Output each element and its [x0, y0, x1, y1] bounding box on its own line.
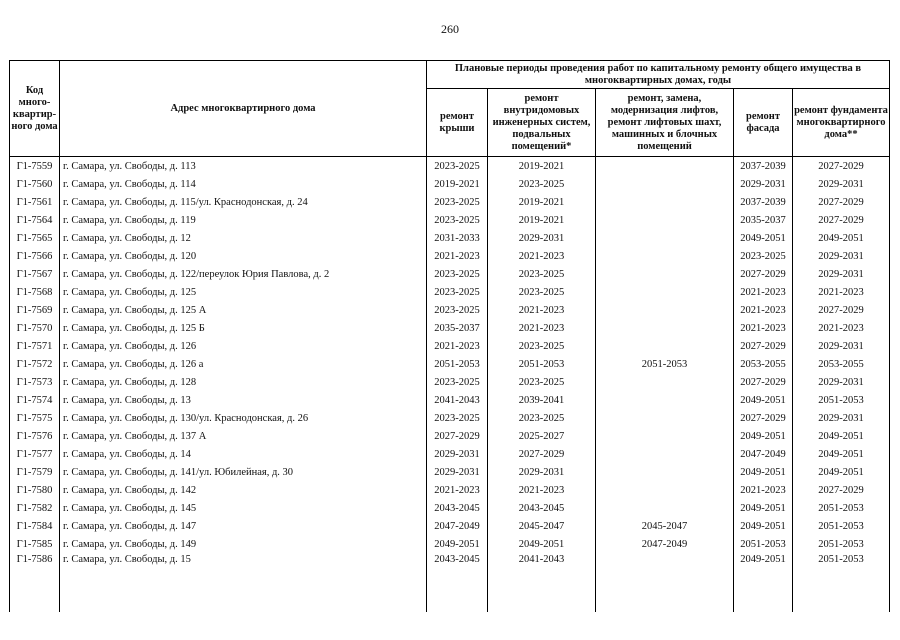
cell-lifts: 2051-2053 — [596, 355, 734, 373]
capital-repair-table — [9, 60, 890, 612]
cell-systems: 2023-2025 — [488, 175, 596, 193]
cell-foundation: 2053-2055 — [793, 355, 890, 373]
cell-foundation: 2027-2029 — [793, 193, 890, 211]
cell-address: г. Самара, ул. Свободы, д. 115/ул. Краснодонская, д. 24 — [60, 193, 427, 211]
cell-code: Г1-7566 — [10, 247, 60, 265]
cell-lifts — [596, 427, 734, 445]
cell-systems: 2021-2023 — [488, 247, 596, 265]
page-number: 260 — [441, 22, 459, 36]
cell-roof: 2023-2025 — [427, 301, 488, 319]
cell-roof: 2029-2031 — [427, 463, 488, 481]
cell-code: Г1-7585 — [10, 535, 60, 553]
cell-code: Г1-7560 — [10, 175, 60, 193]
cell-code: Г1-7584 — [10, 517, 60, 535]
cell-address: г. Самара, ул. Свободы, д. 14 — [60, 445, 427, 463]
cell-roof: 2023-2025 — [427, 211, 488, 229]
cell-facade: 2047-2049 — [734, 445, 793, 463]
cell-facade: 2027-2029 — [734, 373, 793, 391]
cell-foundation: 2021-2023 — [793, 319, 890, 337]
cell-systems: 2023-2025 — [488, 265, 596, 283]
cell-code: Г1-7573 — [10, 373, 60, 391]
cell-code: Г1-7564 — [10, 211, 60, 229]
cell-lifts — [596, 553, 734, 612]
cell-address: г. Самара, ул. Свободы, д. 145 — [60, 499, 427, 517]
cell-roof: 2041-2043 — [427, 391, 488, 409]
table-body — [10, 157, 890, 613]
cell-facade: 2049-2051 — [734, 229, 793, 247]
cell-systems: 2039-2041 — [488, 391, 596, 409]
cell-roof: 2043-2045 — [427, 499, 488, 517]
cell-code: Г1-7582 — [10, 499, 60, 517]
table-row — [10, 265, 890, 283]
cell-lifts — [596, 157, 734, 176]
cell-lifts — [596, 229, 734, 247]
cell-address: г. Самара, ул. Свободы, д. 113 — [60, 157, 427, 176]
cell-systems: 2027-2029 — [488, 445, 596, 463]
cell-systems: 2025-2027 — [488, 427, 596, 445]
cell-code: Г1-7572 — [10, 355, 60, 373]
cell-foundation: 2049-2051 — [793, 229, 890, 247]
cell-address: г. Самара, ул. Свободы, д. 128 — [60, 373, 427, 391]
cell-systems: 2019-2021 — [488, 211, 596, 229]
cell-lifts — [596, 499, 734, 517]
cell-facade: 2023-2025 — [734, 247, 793, 265]
table-row — [10, 301, 890, 319]
cell-systems: 2023-2025 — [488, 409, 596, 427]
cell-foundation: 2051-2053 — [793, 553, 890, 612]
cell-roof: 2031-2033 — [427, 229, 488, 247]
cell-systems: 2029-2031 — [488, 229, 596, 247]
cell-address: г. Самара, ул. Свободы, д. 125 А — [60, 301, 427, 319]
cell-code: Г1-7559 — [10, 157, 60, 176]
header-row-top — [10, 61, 890, 89]
cell-code: Г1-7574 — [10, 391, 60, 409]
cell-foundation: 2027-2029 — [793, 157, 890, 176]
cell-systems: 2021-2023 — [488, 481, 596, 499]
cell-foundation: 2029-2031 — [793, 373, 890, 391]
cell-lifts — [596, 265, 734, 283]
cell-roof: 2023-2025 — [427, 373, 488, 391]
cell-foundation: 2027-2029 — [793, 301, 890, 319]
cell-address: г. Самара, ул. Свободы, д. 15 — [60, 553, 427, 612]
cell-address: г. Самара, ул. Свободы, д. 120 — [60, 247, 427, 265]
cell-foundation: 2051-2053 — [793, 517, 890, 535]
cell-lifts — [596, 211, 734, 229]
cell-lifts — [596, 247, 734, 265]
cell-address: г. Самара, ул. Свободы, д. 142 — [60, 481, 427, 499]
table-row — [10, 481, 890, 499]
table-row — [10, 373, 890, 391]
table-row — [10, 445, 890, 463]
cell-foundation: 2051-2053 — [793, 535, 890, 553]
cell-foundation: 2027-2029 — [793, 481, 890, 499]
cell-lifts — [596, 319, 734, 337]
table-row — [10, 391, 890, 409]
table-row — [10, 427, 890, 445]
cell-address: г. Самара, ул. Свободы, д. 149 — [60, 535, 427, 553]
table-row — [10, 319, 890, 337]
cell-roof: 2043-2045 — [427, 553, 488, 612]
cell-roof: 2029-2031 — [427, 445, 488, 463]
table-row — [10, 535, 890, 553]
cell-lifts — [596, 337, 734, 355]
cell-address: г. Самара, ул. Свободы, д. 122/переулок Юрия Павлова, д. 2 — [60, 265, 427, 283]
table-row — [10, 247, 890, 265]
header-foundation: ремонт фундамента многоквартирного дома** — [793, 89, 890, 157]
cell-code: Г1-7579 — [10, 463, 60, 481]
cell-roof: 2047-2049 — [427, 517, 488, 535]
cell-facade: 2049-2051 — [734, 427, 793, 445]
cell-foundation: 2027-2029 — [793, 211, 890, 229]
cell-facade: 2021-2023 — [734, 301, 793, 319]
cell-facade: 2027-2029 — [734, 265, 793, 283]
cell-address: г. Самара, ул. Свободы, д. 125 — [60, 283, 427, 301]
cell-address: г. Самара, ул. Свободы, д. 137 А — [60, 427, 427, 445]
cell-systems: 2023-2025 — [488, 373, 596, 391]
cell-systems: 2051-2053 — [488, 355, 596, 373]
cell-roof: 2023-2025 — [427, 157, 488, 176]
header-roof: ремонт крыши — [427, 89, 488, 157]
cell-lifts: 2045-2047 — [596, 517, 734, 535]
header-facade: ремонт фасада — [734, 89, 793, 157]
cell-facade: 2053-2055 — [734, 355, 793, 373]
cell-code: Г1-7571 — [10, 337, 60, 355]
table-row — [10, 463, 890, 481]
cell-code: Г1-7569 — [10, 301, 60, 319]
table-row — [10, 229, 890, 247]
table-row — [10, 517, 890, 535]
cell-address: г. Самара, ул. Свободы, д. 126 а — [60, 355, 427, 373]
cell-code: Г1-7575 — [10, 409, 60, 427]
cell-facade: 2021-2023 — [734, 319, 793, 337]
cell-systems: 2041-2043 — [488, 553, 596, 612]
table-row — [10, 409, 890, 427]
table-row — [10, 157, 890, 176]
cell-systems: 2019-2021 — [488, 193, 596, 211]
cell-roof: 2035-2037 — [427, 319, 488, 337]
cell-facade: 2027-2029 — [734, 409, 793, 427]
cell-foundation: 2049-2051 — [793, 463, 890, 481]
cell-facade: 2021-2023 — [734, 481, 793, 499]
cell-facade: 2051-2053 — [734, 535, 793, 553]
cell-foundation: 2029-2031 — [793, 337, 890, 355]
table-row — [10, 175, 890, 193]
header-periods: Плановые периоды проведения работ по капитальному ремонту общего имущества в многоквартирных домах, годы — [427, 61, 890, 89]
cell-code: Г1-7577 — [10, 445, 60, 463]
cell-facade: 2035-2037 — [734, 211, 793, 229]
cell-roof: 2027-2029 — [427, 427, 488, 445]
cell-address: г. Самара, ул. Свободы, д. 141/ул. Юбилейная, д. 30 — [60, 463, 427, 481]
cell-foundation: 2029-2031 — [793, 265, 890, 283]
cell-facade: 2037-2039 — [734, 193, 793, 211]
cell-systems: 2049-2051 — [488, 535, 596, 553]
cell-address: г. Самара, ул. Свободы, д. 114 — [60, 175, 427, 193]
cell-systems: 2021-2023 — [488, 319, 596, 337]
cell-systems: 2045-2047 — [488, 517, 596, 535]
cell-roof: 2021-2023 — [427, 337, 488, 355]
cell-facade: 2049-2051 — [734, 499, 793, 517]
cell-lifts — [596, 193, 734, 211]
cell-address: г. Самара, ул. Свободы, д. 13 — [60, 391, 427, 409]
cell-facade: 2049-2051 — [734, 463, 793, 481]
cell-roof: 2051-2053 — [427, 355, 488, 373]
cell-facade: 2049-2051 — [734, 391, 793, 409]
cell-facade: 2037-2039 — [734, 157, 793, 176]
cell-facade: 2049-2051 — [734, 553, 793, 612]
cell-lifts — [596, 283, 734, 301]
cell-code: Г1-7567 — [10, 265, 60, 283]
cell-code: Г1-7568 — [10, 283, 60, 301]
cell-foundation: 2049-2051 — [793, 427, 890, 445]
cell-lifts: 2047-2049 — [596, 535, 734, 553]
cell-code: Г1-7565 — [10, 229, 60, 247]
header-code: Код много-квартир-ного дома — [10, 61, 60, 157]
cell-roof: 2023-2025 — [427, 193, 488, 211]
table-row — [10, 283, 890, 301]
cell-systems: 2019-2021 — [488, 157, 596, 176]
cell-roof: 2023-2025 — [427, 265, 488, 283]
cell-foundation: 2029-2031 — [793, 409, 890, 427]
header-address: Адрес многоквартирного дома — [60, 61, 427, 157]
cell-code: Г1-7570 — [10, 319, 60, 337]
cell-lifts — [596, 391, 734, 409]
cell-facade: 2029-2031 — [734, 175, 793, 193]
cell-systems: 2029-2031 — [488, 463, 596, 481]
table-row — [10, 553, 890, 612]
cell-facade: 2027-2029 — [734, 337, 793, 355]
cell-roof: 2021-2023 — [427, 481, 488, 499]
cell-code: Г1-7561 — [10, 193, 60, 211]
cell-facade: 2049-2051 — [734, 517, 793, 535]
cell-roof: 2049-2051 — [427, 535, 488, 553]
cell-foundation: 2049-2051 — [793, 445, 890, 463]
table-row — [10, 211, 890, 229]
cell-systems: 2023-2025 — [488, 337, 596, 355]
cell-facade: 2021-2023 — [734, 283, 793, 301]
table-row — [10, 355, 890, 373]
cell-foundation: 2029-2031 — [793, 175, 890, 193]
cell-roof: 2021-2023 — [427, 247, 488, 265]
cell-systems: 2021-2023 — [488, 301, 596, 319]
cell-systems: 2023-2025 — [488, 283, 596, 301]
header-systems: ремонт внутридомовых инженерных систем, подвальных помещений* — [488, 89, 596, 157]
cell-foundation: 2051-2053 — [793, 499, 890, 517]
cell-lifts — [596, 445, 734, 463]
cell-roof: 2019-2021 — [427, 175, 488, 193]
cell-foundation: 2029-2031 — [793, 247, 890, 265]
cell-code: Г1-7576 — [10, 427, 60, 445]
cell-address: г. Самара, ул. Свободы, д. 125 Б — [60, 319, 427, 337]
table-row — [10, 499, 890, 517]
cell-lifts — [596, 373, 734, 391]
cell-address: г. Самара, ул. Свободы, д. 130/ул. Краснодонская, д. 26 — [60, 409, 427, 427]
cell-address: г. Самара, ул. Свободы, д. 12 — [60, 229, 427, 247]
cell-foundation: 2021-2023 — [793, 283, 890, 301]
cell-address: г. Самара, ул. Свободы, д. 147 — [60, 517, 427, 535]
cell-code: Г1-7586 — [10, 553, 60, 612]
cell-foundation: 2051-2053 — [793, 391, 890, 409]
table-row — [10, 193, 890, 211]
cell-lifts — [596, 463, 734, 481]
cell-address: г. Самара, ул. Свободы, д. 119 — [60, 211, 427, 229]
cell-lifts — [596, 301, 734, 319]
cell-lifts — [596, 175, 734, 193]
header-lifts: ремонт, замена, модернизация лифтов, ремонт лифтовых шахт, машинных и блочных помещений — [596, 89, 734, 157]
cell-roof: 2023-2025 — [427, 409, 488, 427]
cell-lifts — [596, 481, 734, 499]
cell-systems: 2043-2045 — [488, 499, 596, 517]
cell-address: г. Самара, ул. Свободы, д. 126 — [60, 337, 427, 355]
cell-lifts — [596, 409, 734, 427]
cell-roof: 2023-2025 — [427, 283, 488, 301]
cell-code: Г1-7580 — [10, 481, 60, 499]
table-row — [10, 337, 890, 355]
